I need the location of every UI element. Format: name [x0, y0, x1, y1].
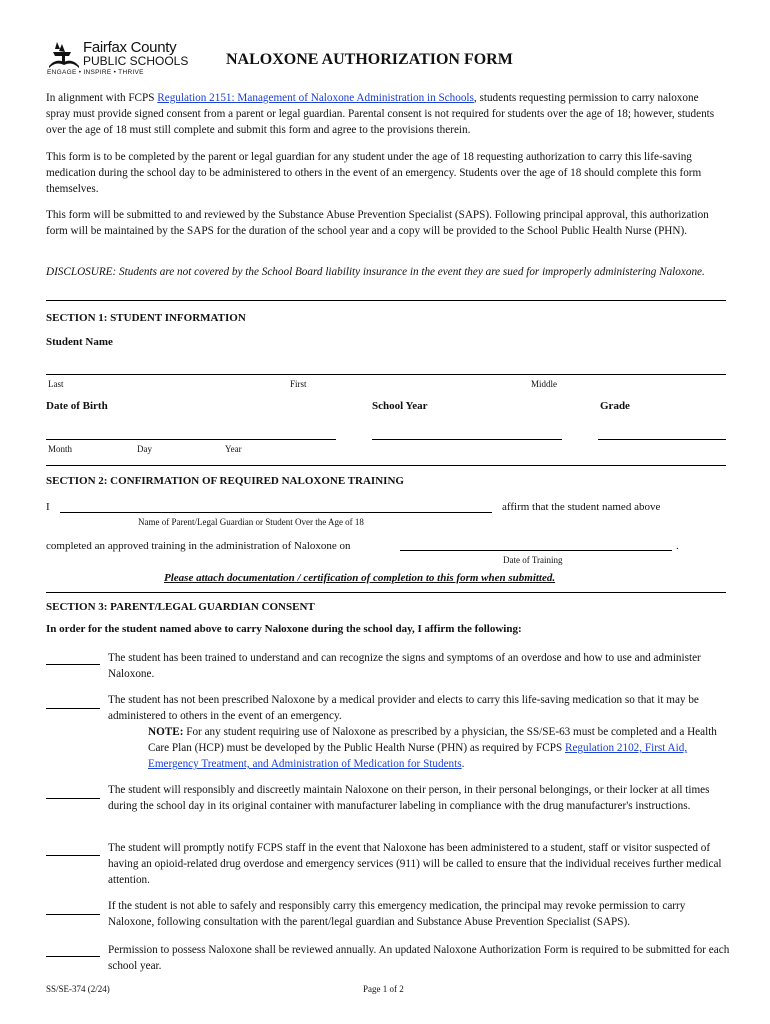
- logo-name: Fairfax County: [83, 39, 177, 56]
- affirm-text: affirm that the student named above: [502, 501, 661, 513]
- initial-field-6[interactable]: [46, 956, 100, 957]
- guardian-name-caption: Name of Parent/Legal Guardian or Student Over the Age of 18: [138, 517, 364, 527]
- training-date-caption: Date of Training: [503, 555, 563, 565]
- attach-note: Please attach documentation / certification of completion to this form when submitted.: [164, 572, 556, 584]
- period: .: [676, 540, 679, 552]
- school-year-field[interactable]: [372, 439, 562, 440]
- logo-subtitle: PUBLIC SCHOOLS: [83, 54, 189, 68]
- intro-p1-before: In alignment with FCPS: [46, 92, 158, 104]
- section3-heading: SECTION 3: PARENT/LEGAL GUARDIAN CONSENT: [46, 601, 315, 613]
- guardian-name-field[interactable]: [60, 512, 492, 513]
- year-caption: Year: [225, 444, 242, 454]
- section1-heading: SECTION 1: STUDENT INFORMATION: [46, 312, 246, 324]
- consent-item-2: The student has not been prescribed Naloxone by a medical provider and elects to carry this life-saving medication so that it may be administered to others in the event of an emergency.: [108, 694, 699, 722]
- initial-field-1[interactable]: [46, 664, 100, 665]
- intro-paragraph-1: [46, 90, 724, 138]
- note-end: .: [461, 758, 465, 770]
- initial-field-2[interactable]: [46, 708, 100, 709]
- regulation-2151-link[interactable]: Regulation 2151: Management of Naloxone Administration in Schools: [157, 92, 474, 104]
- i-label: I: [46, 501, 50, 513]
- consent-item-4: The student will promptly notify FCPS staff in the event that Naloxone has been administered to a student, staff or visitor suspected of having an opioid-related drug overdose and emergency services (911) will be called to ensure that the individual receives further medical attention.: [108, 842, 722, 886]
- middle-caption: Middle: [531, 379, 557, 389]
- divider: [46, 592, 726, 593]
- intro-paragraph-3: This form will be submitted to and reviewed by the Substance Abuse Prevention Specialist (SAPS). Following principal approval, this authorization form will be maintained by the SAPS for the duration of the school year and a copy will be provided to the School Public Health Nurse (PHN).: [46, 209, 709, 237]
- student-name-label: Student Name: [46, 336, 113, 348]
- fcps-logo: [45, 40, 190, 80]
- grade-field[interactable]: [598, 439, 726, 440]
- initial-field-3[interactable]: [46, 798, 100, 799]
- intro-paragraph-2: This form is to be completed by the parent or legal guardian for any student under the age of 18 requesting authorization to carry this life-saving medication during the school day to be administered to others in the event of an emergency. Students over the age of 18 should complete this form themselves.: [46, 151, 702, 195]
- initial-field-4[interactable]: [46, 855, 100, 856]
- day-caption: Day: [137, 444, 152, 454]
- section3-intro: In order for the student named above to carry Naloxone during the school day, I affirm the following:: [46, 623, 522, 635]
- note-block: [148, 724, 730, 772]
- grade-label: Grade: [600, 400, 630, 412]
- first-caption: First: [290, 379, 307, 389]
- initial-field-5[interactable]: [46, 914, 100, 915]
- training-date-field[interactable]: [400, 550, 672, 551]
- dob-label: Date of Birth: [46, 400, 108, 412]
- completed-training-text: completed an approved training in the administration of Naloxone on: [46, 540, 351, 552]
- disclosure: DISCLOSURE: Students are not covered by the School Board liability insurance in the event they are sued for improperly administering Naloxone.: [46, 266, 705, 278]
- last-caption: Last: [48, 379, 64, 389]
- note-text: For any student requiring use of Naloxone as prescribed by a physician, the SS/SE-63 must be completed and a Health Care Plan (HCP) must be developed by the Public Health Nurse (PHN) as required by FCPS: [148, 726, 717, 754]
- page-number: Page 1 of 2: [363, 984, 404, 994]
- fcps-torch-icon: [47, 40, 81, 70]
- consent-item-6: Permission to possess Naloxone shall be reviewed annually. An updated Naloxone Authorization Form is required to be submitted for each school year.: [108, 944, 730, 972]
- intro-p1-after: , students requesting permission to carry naloxone spray must provide signed consent from a parent or legal guardian. Parental consent is not required for students over the age of 18; however, students over the age of 18 must still complete and submit this form and agree to the provisions therein.: [46, 92, 715, 136]
- regulation-2102-link[interactable]: Regulation 2102, First Aid, Emergency Treatment, and Administration of Medication for Students: [148, 742, 688, 770]
- form-id: SS/SE-374 (2/24): [46, 984, 110, 994]
- consent-item-5: If the student is not able to safely and responsibly carry this emergency medication, the principal may revoke permission to carry Naloxone, following consultation with the parent/legal guardian and Substance Abuse Prevention Specialist (SAPS).: [108, 900, 686, 928]
- month-caption: Month: [48, 444, 73, 454]
- consent-item-1: The student has been trained to understand and can recognize the signs and symptoms of an overdose and how to use and administer Naloxone.: [108, 652, 701, 680]
- page-title: NALOXONE AUTHORIZATION FORM: [226, 51, 513, 68]
- logo-tagline: ENGAGE • INSPIRE • THRIVE: [47, 69, 144, 76]
- divider: [46, 465, 726, 466]
- school-year-label: School Year: [372, 400, 428, 412]
- divider: [46, 300, 726, 301]
- student-name-field[interactable]: [46, 374, 726, 375]
- consent-item-3: The student will responsibly and discreetly maintain Naloxone on their person, in their personal belongings, or their locker at all times during the school day in its original container with manufacturer labeling in compliance with the drug manufacturer's instructions.: [108, 784, 710, 812]
- dob-field[interactable]: [46, 439, 336, 440]
- note-label: NOTE:: [148, 726, 184, 738]
- section2-heading: SECTION 2: CONFIRMATION OF REQUIRED NALOXONE TRAINING: [46, 475, 404, 487]
